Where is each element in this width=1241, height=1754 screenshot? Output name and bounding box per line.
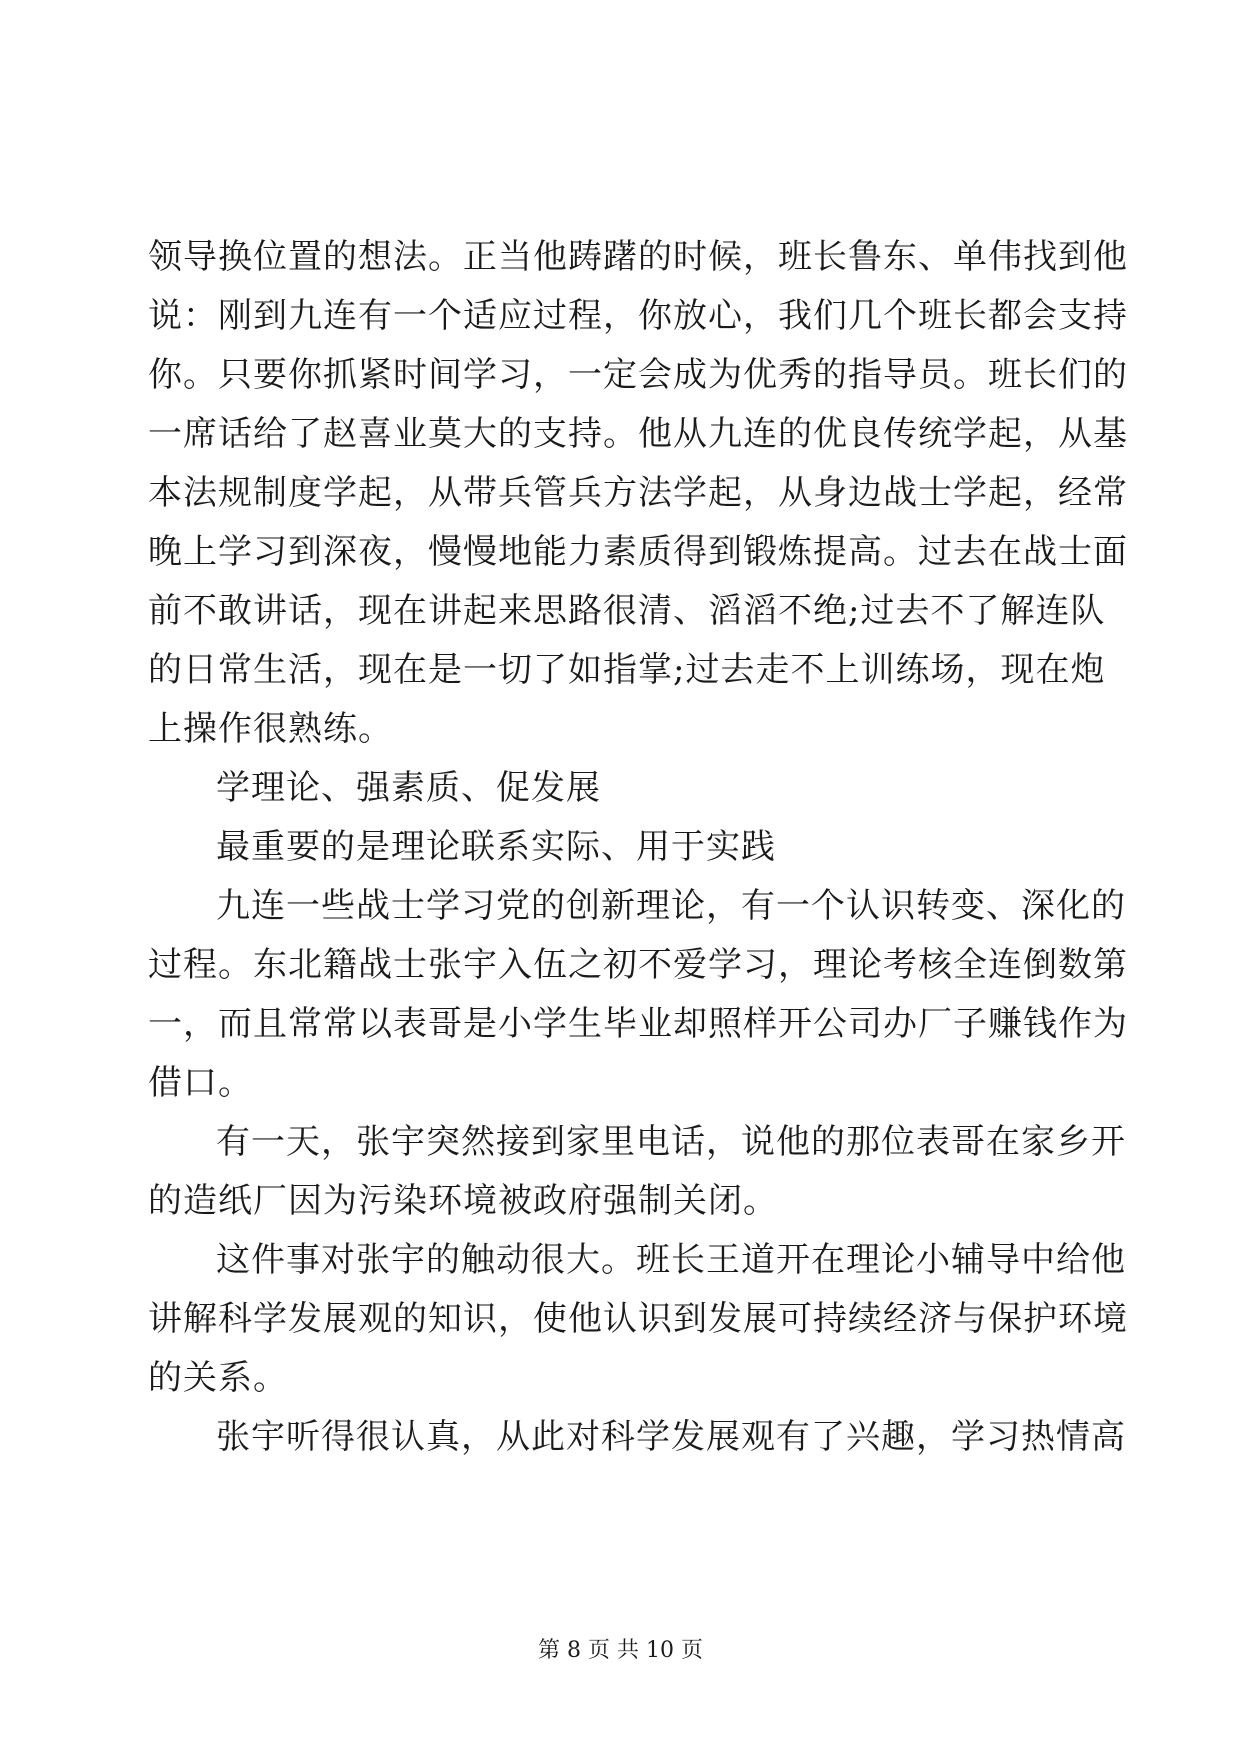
text-line: 的关系。 [148,1358,288,1398]
text-line: 上操作很熟练。 [148,709,393,749]
text-line: 的造纸厂因为污染环境被政府强制关闭。 [148,1181,778,1221]
text-line: 九连一些战士学习党的创新理论，有一个认识转变、深化的 [216,886,1126,926]
text-line: 借口。 [148,1063,253,1103]
text-line: 你。只要你抓紧时间学习，一定会成为优秀的指导员。班长们的 [148,355,1128,395]
text-line: 一席话给了赵喜业莫大的支持。他从九连的优良传统学起，从基 [148,414,1128,454]
text-line: 讲解科学发展观的知识，使他认识到发展可持续经济与保护环境 [148,1299,1128,1339]
text-line: 说：刚到九连有一个适应过程，你放心，我们几个班长都会支持 [148,296,1128,336]
text-line: 一，而且常常以表哥是小学生毕业却照样开公司办厂子赚钱作为 [148,1004,1128,1044]
text-line: 这件事对张宇的触动很大。班长王道开在理论小辅导中给他 [216,1240,1126,1280]
text-line: 晚上学习到深夜，慢慢地能力素质得到锻炼提高。过去在战士面 [148,532,1128,572]
text-line: 前不敢讲话，现在讲起来思路很清、滔滔不绝;过去不了解连队 [148,591,1106,631]
text-line: 有一天，张宇突然接到家里电话，说他的那位表哥在家乡开 [216,1122,1126,1162]
text-line: 过程。东北籍战士张宇入伍之初不爱学习，理论考核全连倒数第 [148,945,1128,985]
text-line: 张宇听得很认真，从此对科学发展观有了兴趣，学习热情高 [216,1417,1126,1457]
text-line: 本法规制度学起，从带兵管兵方法学起，从身边战士学起，经常 [148,473,1128,513]
page-number-footer: 第 8 页 共 10 页 [538,1638,703,1663]
section-subheading: 最重要的是理论联系实际、用于实践 [216,827,776,867]
body-text [148,228,1128,1467]
text-line: 的日常生活，现在是一切了如指掌;过去走不上训练场，现在炮 [148,650,1106,690]
text-line: 领导换位置的想法。正当他踌躇的时候，班长鲁东、单伟找到他 [148,237,1128,277]
section-heading: 学理论、强素质、促发展 [216,768,601,808]
